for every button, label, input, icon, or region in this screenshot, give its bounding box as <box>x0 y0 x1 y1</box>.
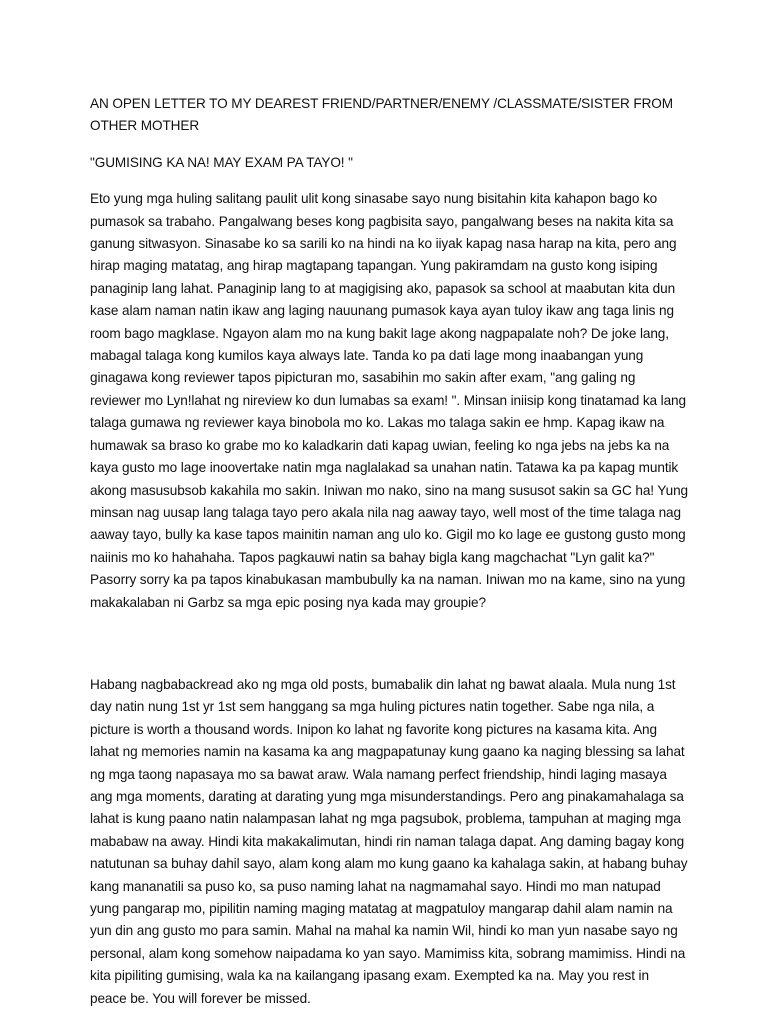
paragraph-spacer <box>90 614 688 674</box>
paragraph-1: Eto yung mga huling salitang paulit ulit kong sinasabe sayo nung bisitahin kita kahapon bago ko pumasok sa trabaho. Pangalwang beses kong pagbisita sayo, pangalwang beses na nakita kita sa ganung sitwasyon. Sinasabe ko sa sarili ko na hindi na ko iiyak kapag nasa harap na kita, pero ang hirap maging matatag, ang hirap magtapang tapangan. Yung pakiramdam na gusto kong isiping panaginip lang lahat. Panaginip lang to at magigising ako, papasok sa school at maabutan kita dun kase alam naman natin ikaw ang laging nauunang pumasok kaya ayan tuloy ikaw ang taga linis ng room bago magklase. Ngayon alam mo na kung bakit lage akong nagpapalate noh? De joke lang, mabagal talaga kong kumilos kaya always late. Tanda ko pa dati lage mong inaabangan yung ginagawa kong reviewer tapos pipicturan mo, sasabihin mo sakin after exam, "ang galing ng reviewer mo Lyn!lahat ng nireview ko dun lumabas sa exam! ". Minsan iniisip kong tinatamad ka lang talaga gumawa ng reviewer kaya binobola mo ko. Lakas mo talaga sakin ee hmp. Kapag ikaw na humawak sa braso ko grabe mo ko kaladkarin dati kapag uwian, feeling ko nga jebs na jebs ka na kaya gusto mo lage inoovertake natin mga naglalakad sa unahan natin. Tatawa ka pa kapag muntik akong masusubsob kakahila mo sakin. Iniwan mo nako, sino na mang sususot sakin sa GC ha! Yung minsan nag uusap lang talaga tayo pero akala nila nag aaway tayo, well most of the time talaga nag aaway tayo, bully ka kase tapos mainitin naman ang ulo ko. Gigil mo ko lage ee gustong gusto mong naiinis mo ko hahahaha. Tapos pagkauwi natin sa bahay bigla kang magchachat "Lyn galit ka?" Pasorry sorry ka pa tapos kinabukasan mambubully ka na naman. Iniwan mo na kame, sino na yung makakalaban ni Garbz sa mga epic posing nya kada may groupie? <box>90 191 688 610</box>
paragraph-2: Habang nagbabackread ako ng mga old posts, bumabalik din lahat ng bawat alaala. Mula nung 1st day natin nung 1st yr 1st sem hanggang sa mga huling pictures natin together. Sabe nga nila, a picture is worth a thousand words. Inipon ko lahat ng favorite kong pictures na kasama kita. Ang lahat ng memories namin na kasama ka ang magpapatunay kung gaano ka naging blessing sa lahat ng mga taong napasaya mo sa bawat araw. Wala namang perfect friendship, hindi laging masaya ang mga moments, darating at darating yung mga misunderstandings. Pero ang pinakamahalaga sa lahat is kung paano natin nalampasan lahat ng mga pagsubok, problema, tampuhan at maging mga mababaw na away. Hindi kita makakalimutan, hindi rin naman talaga dapat. Ang daming bagay kong natutunan sa buhay dahil sayo, alam kong alam mo kung gaano ka kahalaga sakin, at habang buhay kang mananatili sa puso ko, sa puso naming lahat na nagmamahal sayo. Hindi mo man natupad yung pangarap mo, pipilitin naming maging matatag at magpatuloy mangarap dahil alam namin na yun din ang gusto mo para samin. Mahal na mahal ka namin Wil, hindi ko man yun nasabe sayo ng personal, alam kong somehow naipadama ko yan sayo. Mamimiss kita, sobrang mamimiss. Hindi na kita pipiliting gumising, wala ka na kailangang ipasang exam. Exempted ka na. May you rest in peace be. You will forever be missed. <box>90 676 688 1006</box>
opening-quote: "GUMISING KA NA! MAY EXAM PA TAYO! " <box>90 154 353 170</box>
letter-body <box>90 93 688 1010</box>
letter-title: AN OPEN LETTER TO MY DEAREST FRIEND/PARTNER/ENEMY /CLASSMATE/SISTER FROM OTHER MOTHER <box>90 96 673 134</box>
